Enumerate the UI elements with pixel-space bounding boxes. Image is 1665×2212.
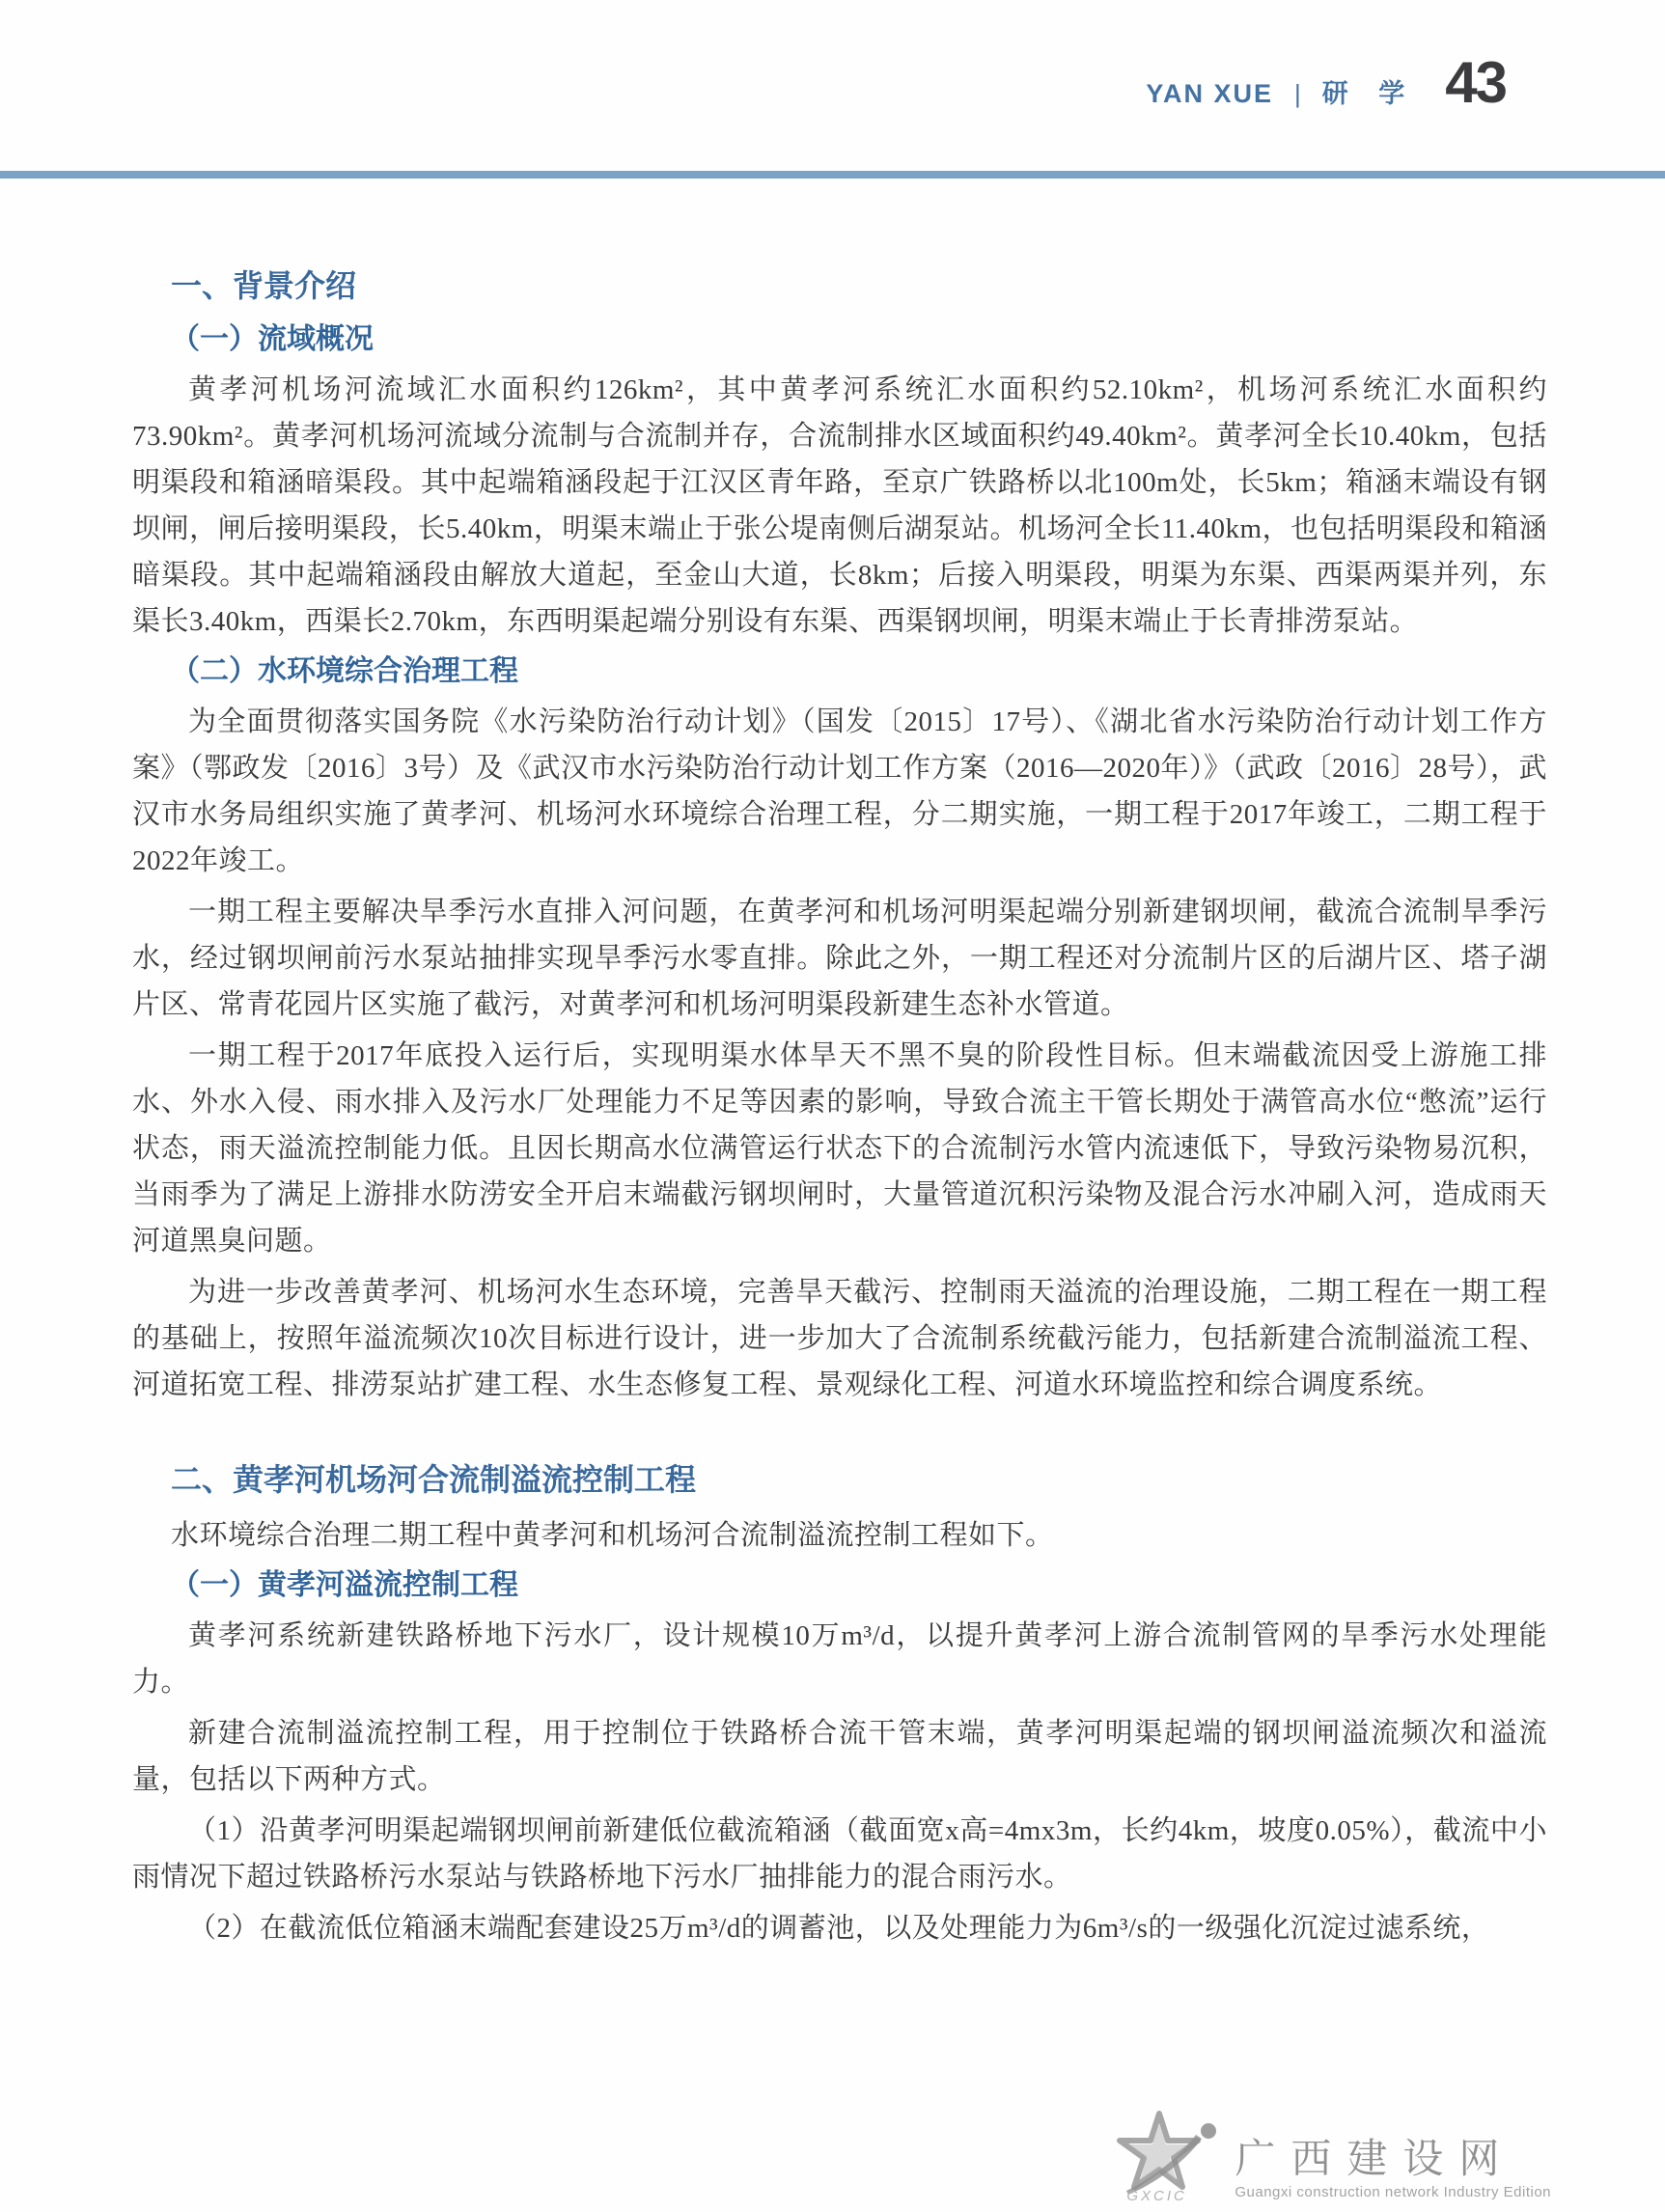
header-divider [0, 171, 1665, 179]
logo-abbreviation: GXCIC [1126, 2188, 1187, 2204]
publisher-name-cn: 广西建设网 [1235, 2137, 1515, 2182]
paragraph-cso-intro: 水环境综合治理二期工程中黄孝河和机场河合流制溢流控制工程如下。 [171, 1520, 1054, 1551]
paragraph-cso-control-methods: 新建合流制溢流控制工程，用于控制位于铁路桥合流干管末端，黄孝河明渠起端的钢坝闸溢流频次和溢流量，包括以下两种方式。 [132, 1718, 1547, 1795]
paragraph-phase1-scope: 一期工程主要解决旱季污水直排入河问题，在黄孝河和机场河明渠起端分别新建钢坝闸，截流合流制旱季污水，经过钢坝闸前污水泵站抽排实现旱季污水零直排。除此之外，一期工程还对分流制片区的后湖片区、塔子湖片区、常青花园片区实施了截污，对黄孝河和机场河明渠段新建生态补水管道。 [132, 897, 1547, 1020]
article-body [132, 255, 1547, 1956]
paragraph-watershed-overview: 黄孝河机场河流域汇水面积约126km²，其中黄孝河系统汇水面积约52.10km²，机场河系统汇水面积约73.90km²。黄孝河机场河流域分流制与合流制并存，合流制排水区域面积约49.40km²。黄孝河全长10.40km，包括明渠段和箱涵暗渠段。其中起端箱涵段起于江汉区青年路，至京广铁路桥以北100m处，长5km；箱涵末端设有钢坝闸，闸后接明渠段，长5.40km，明渠末端止于张公堤南侧后湖泵站。机场河全长11.40km，也包括明渠段和箱涵暗渠段。其中起端箱涵段由解放大道起，至金山大道，长8km；后接入明渠段，明渠为东渠、西渠两渠并列，东渠长3.40km，西渠长2.70km，东西明渠起端分别设有东渠、西渠钢坝闸，明渠末端止于长青排涝泵站。 [132, 374, 1547, 637]
subsection-heading-watershed-overview: （一）流域概况 [171, 323, 374, 355]
page-number: 43 [1445, 50, 1506, 115]
publisher-name-en: Guangxi construction network Industry Edition [1235, 2184, 1551, 2200]
journal-name-cn: 研 学 [1321, 79, 1417, 108]
paragraph-policy-background: 为全面贯彻落实国务院《水污染防治行动计划》（国发〔2015〕17号）、《湖北省水污染防治行动计划工作方案》（鄂政发〔2016〕3号）及《武汉市水污染防治行动计划工作方案（2016—2020年）》（武政〔2016〕28号），武汉市水务局组织实施了黄孝河、机场河水环境综合治理工程，分二期实施，一期工程于2017年竣工，二期工程于2022年竣工。 [132, 706, 1548, 876]
publisher-logo [1109, 2110, 1551, 2202]
paragraph-underground-plant: 黄孝河系统新建铁路桥地下污水厂，设计规模10万m³/d，以提升黄孝河上游合流制管网的旱季污水处理能力。 [132, 1620, 1547, 1698]
paragraph-phase1-operation-issues: 一期工程于2017年底投入运行后，实现明渠水体旱天不黑不臭的阶段性目标。但末端截流因受上游施工排水、外水入侵、雨水排入及污水厂处理能力不足等因素的影响，导致合流主干管长期处于满管高水位“憋流”运行状态，雨天溢流控制能力低。且因长期高水位满管运行状态下的合流制污水管内流速低下，导致污染物易沉积，当雨季为了满足上游排水防涝安全开启末端截污钢坝闸时，大量管道沉积污染物及混合污水冲刷入河，造成雨天河道黑臭问题。 [132, 1040, 1547, 1257]
publisher-name-block [1235, 2138, 1551, 2202]
section-heading-cso-control: 二、黄孝河机场河合流制溢流控制工程 [171, 1462, 697, 1497]
subsection-heading-huangxiao-cso: （一）黄孝河溢流控制工程 [171, 1569, 518, 1601]
page-header [1146, 50, 1506, 115]
paragraph-method-1: （1）沿黄孝河明渠起端钢坝闸前新建低位截流箱涵（截面宽x高=4mx3m，长约4km，坡度0.05%），截流中小雨情况下超过铁路桥污水泵站与铁路桥地下污水厂抽排能力的混合雨污水。 [132, 1815, 1547, 1893]
subsection-heading-water-env-project: （二）水环境综合治理工程 [171, 655, 518, 687]
star-icon [1109, 2110, 1223, 2202]
paragraph-phase2-goals: 为进一步改善黄孝河、机场河水生态环境，完善旱天截污、控制雨天溢流的治理设施，二期工程在一期工程的基础上，按照年溢流频次10次目标进行设计，进一步加大了合流制系统截污能力，包括新建合流制溢流工程、河道拓宽工程、排涝泵站扩建工程、水生态修复工程、景观绿化工程、河道水环境监控和综合调度系统。 [132, 1277, 1547, 1400]
header-separator: | [1293, 79, 1301, 108]
journal-name-en: YAN XUE [1146, 79, 1273, 108]
paragraph-method-2: （2）在截流低位箱涵末端配套建设25万m³/d的调蓄池，以及处理能力为6m³/s的一级强化沉淀过滤系统， [188, 1913, 1490, 1944]
section-heading-background: 一、背景介绍 [171, 268, 357, 303]
